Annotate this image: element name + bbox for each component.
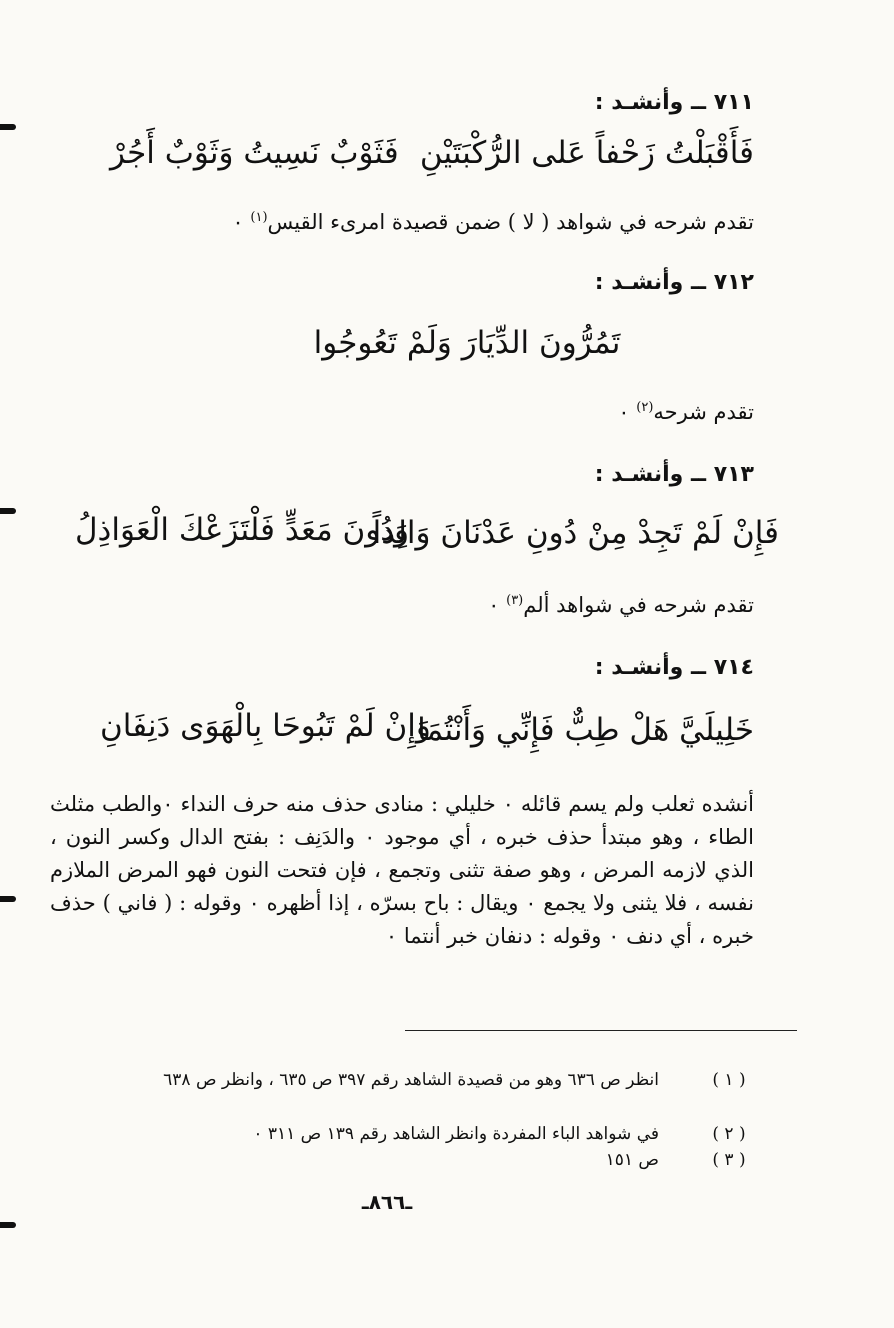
footnote-ref-2[interactable]: (٢) — [636, 400, 654, 415]
verse-713-second-hemistich: وَدُونَ مَعَدٍّ فَلْتَزَعْكَ الْعَوَاذِلُ — [75, 512, 410, 548]
note-711-text: تقدم شرحه في شواهد ( لا ) ضمن قصيدة امرىء القيس — [267, 210, 754, 234]
footnote-3-text: ص ١٥١ — [605, 1150, 659, 1170]
footnote-ref-1[interactable]: (١) — [250, 210, 268, 225]
footnote-3-number: ( ٣ ) — [712, 1150, 746, 1170]
verse-713-first-hemistich: فَإِنْ لَمْ تَجِدْ مِنْ دُونِ عَدْنَانَ وَالِداً — [372, 515, 779, 551]
poem-heading-713: ٧١٣ ــ وأنشـد : — [594, 462, 754, 487]
footnote-1-text: انظر ص ٦٣٦ وهو من قصيدة الشاهد رقم ٣٩٧ ص ٦٣٥ ، وانظر ص ٦٣٨ — [163, 1070, 659, 1090]
note-712-end: ٠ — [618, 400, 637, 424]
note-713-text: تقدم شرحه في شواهد ألم — [523, 593, 754, 617]
note-711 — [232, 210, 754, 234]
footnote-divider — [405, 1030, 797, 1031]
note-713 — [488, 593, 754, 617]
note-711-end: ٠ — [232, 210, 251, 234]
verse-711-second-hemistich: فَثَوْبٌ نَسِيتُ وَثَوْبٌ أَجُرْ — [110, 135, 399, 171]
footnote-1-number: ( ١ ) — [712, 1070, 746, 1090]
footnote-3 — [40, 1150, 754, 1170]
poem-heading-711: ٧١١ ــ وأنشـد : — [594, 90, 754, 115]
verse-711-first-hemistich: فَأَقْبَلْتُ زَحْفاً عَلى الرُّكْبَتَيْنِ — [419, 135, 754, 171]
verse-712: تَمُرُّونَ الدِّيَارَ وَلَمْ تَعُوجُوا — [313, 325, 621, 361]
commentary-paragraph: أنشده ثعلب ولم يسم قائله ٠ خليلي : منادى حذف منه حرف النداء ٠والطب مثلث الطاء ، وهو مبتدأ حذف خبره ، أي موجود ٠ والدَنِف : بفتح الدال وكسر النون ، الذي لازمه المرض ، وهو صفة تثنى وتجمع ، فإن فتحت النون فهو المرض الملازم نفسه ، فلا يثنى ولا يجمع ٠ ويقال : باح بسرّه ، إذا أظهره ٠ وقوله : ( فاني ) حذف خبره ، أي دنف ٠ وقوله : دنفان خبر أنتما ٠ — [50, 792, 754, 948]
verse-714-first-hemistich: خَلِيلَيَّ هَلْ طِبٌّ فَإِنِّي وَأَنْتُمَا — [417, 712, 754, 748]
footnote-2-text: في شواهد الباء المفردة وانظر الشاهد رقم ١٣٩ ص ٣١١ ٠ — [253, 1124, 659, 1144]
poem-heading-714: ٧١٤ ــ وأنشـد : — [594, 655, 754, 680]
page-number: ـ٨٦٦ـ — [361, 1190, 413, 1214]
note-713-end: ٠ — [488, 593, 507, 617]
page-edge-mark — [0, 508, 16, 514]
page-edge-mark — [0, 896, 16, 902]
note-712 — [618, 400, 754, 424]
note-712-text: تقدم شرحه — [653, 400, 754, 424]
verse-714-second-hemistich: وَإِنْ لَمْ تَبُوحَا بِالْهَوَى دَنِفَانِ — [100, 708, 431, 744]
footnote-2-number: ( ٢ ) — [712, 1124, 746, 1144]
footnote-1 — [40, 1070, 754, 1110]
page-edge-mark — [0, 124, 16, 130]
footnote-2 — [40, 1124, 754, 1144]
poem-heading-712: ٧١٢ ــ وأنشـد : — [594, 270, 754, 295]
footnote-ref-3[interactable]: (٣) — [506, 593, 524, 608]
page-edge-mark — [0, 1222, 16, 1228]
